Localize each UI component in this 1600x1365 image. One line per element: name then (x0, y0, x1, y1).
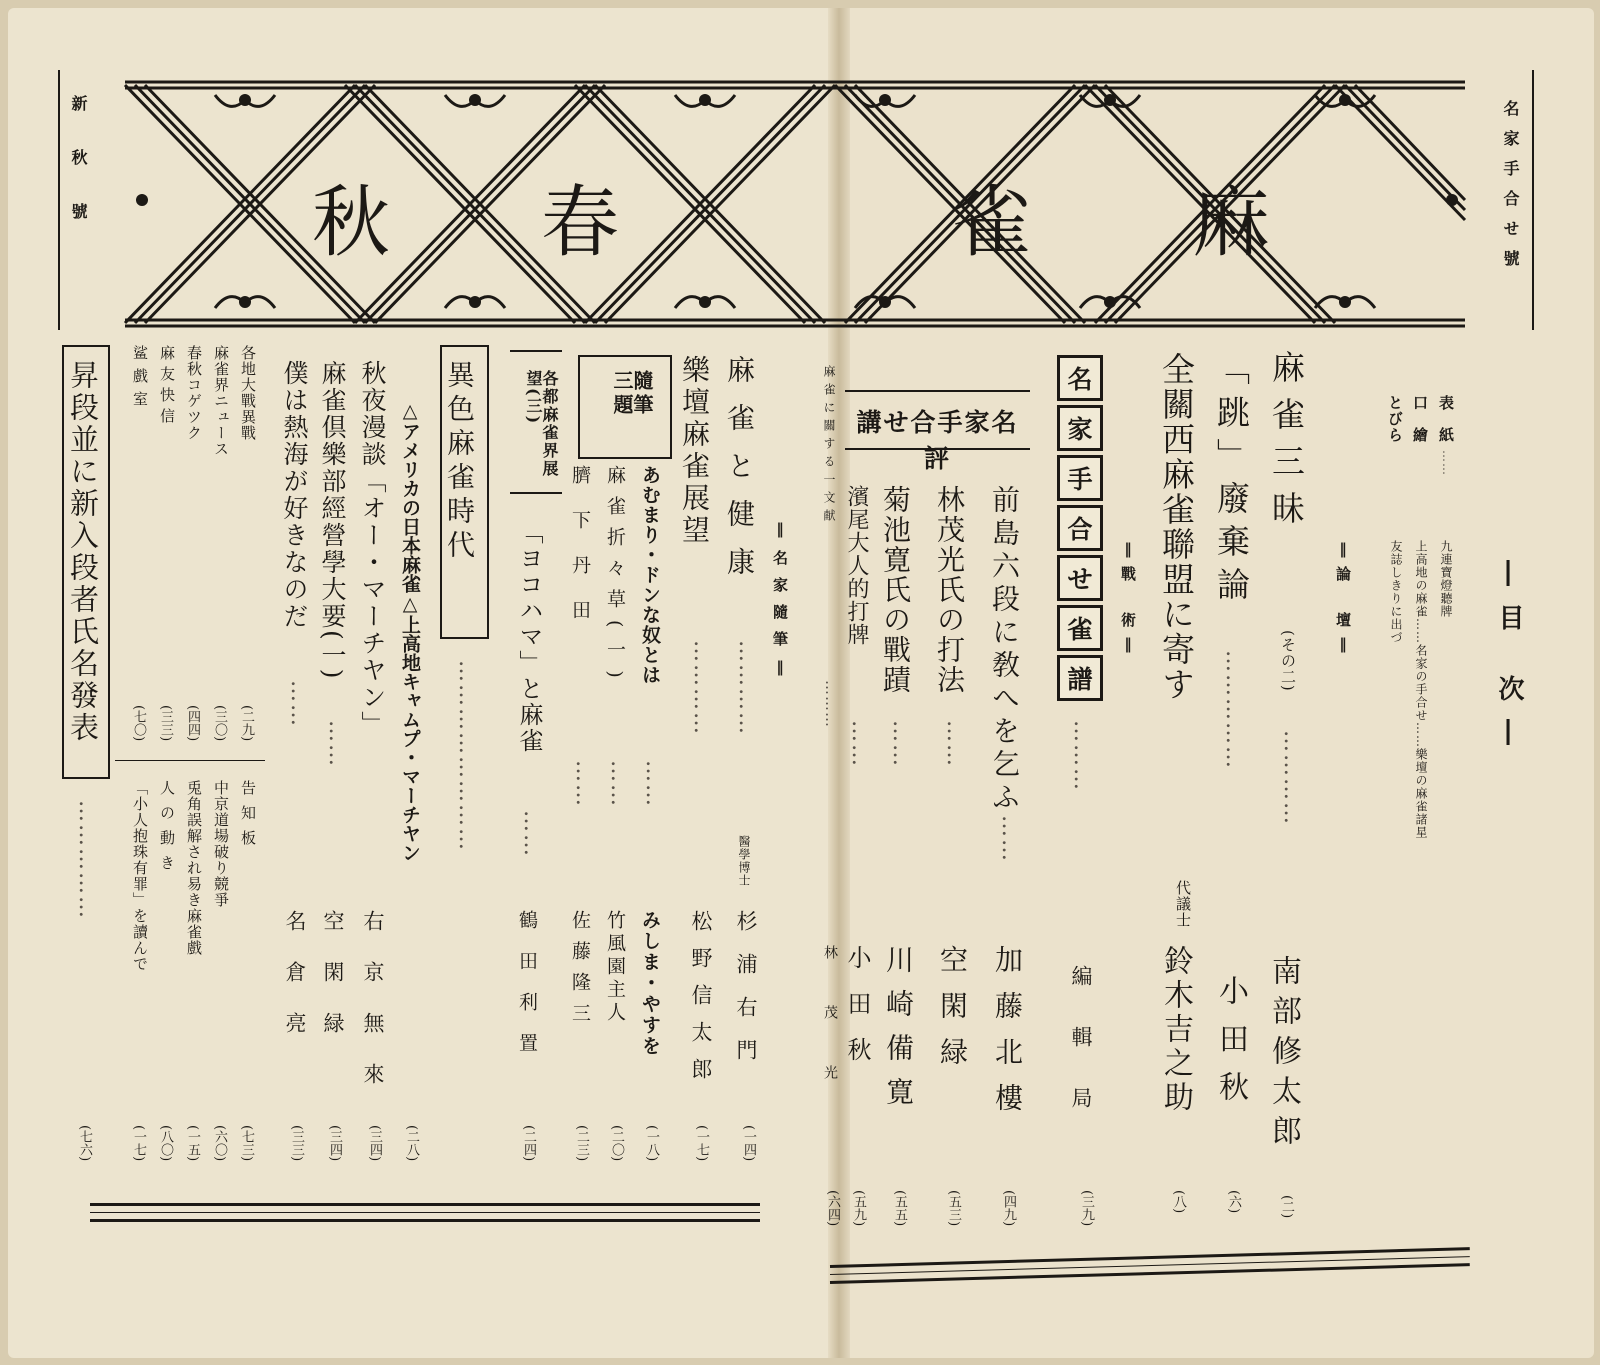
zuihitsu-page-2: (一七) (694, 1125, 709, 1162)
essay-author-3: 佐藤隆三 (569, 910, 591, 1034)
ishoku-title-4: 僕は熱海が好きなのだ (280, 360, 309, 630)
essay-page-3: (二三) (574, 1125, 589, 1162)
bunken-page: (六四) (825, 1190, 840, 1227)
ishoku-box-label: 異色麻雀時代 (443, 360, 476, 564)
misc-upper-page-3: (四四) (185, 705, 200, 742)
tile-5: せ (1057, 555, 1103, 601)
zuihitsu-author-1: 杉浦右門 (734, 910, 758, 1082)
bunken-author: 林茂光 (822, 945, 838, 1125)
ishoku-author-4: 名倉亮 (283, 910, 307, 1063)
bottom-rule-left-2 (90, 1212, 760, 1213)
title-char-ma: 麻 (1192, 178, 1271, 268)
hyo-page-3: (五五) (892, 1190, 907, 1227)
hyo-dots-1: …… (997, 815, 1022, 863)
hyo-author-4: 小田秋 (843, 945, 871, 1083)
hyo-dots-2: …… (942, 720, 967, 768)
ronden-dots-2: …………… (1221, 650, 1246, 770)
essay-dots-1: …… (641, 760, 666, 808)
misc-lower-page-3: (一五) (185, 1125, 200, 1162)
front-dots-1: …… (1440, 450, 1454, 476)
right-band-rule (1532, 70, 1534, 330)
hyo-title-3: 菊池寛氏の戰蹟 (879, 485, 912, 695)
ronden-prefix-3: 代議士 (1174, 880, 1192, 928)
tile-2: 家 (1057, 405, 1103, 451)
ishoku-page-3: (三四) (327, 1125, 342, 1162)
misc-lower-2: 中京道場破り競爭 (212, 780, 230, 908)
zuihitsu-title-2: 樂壇麻雀展望 (678, 355, 711, 547)
hyo-title-4: 濱尾大人的打牌 (844, 485, 869, 646)
ronden-dots-1: ………… (1279, 730, 1304, 826)
senjutsu-title-text (1100, 380, 1101, 387)
misc-upper-2: 麻雀界ニュース (212, 345, 230, 457)
zuihitsu-box-label: 隨筆三題 (610, 370, 654, 418)
hyo-dots-4: …… (847, 720, 872, 768)
misc-upper-page-2: (三〇) (212, 705, 227, 742)
ronden-sub-1: (その二) (1279, 630, 1297, 692)
front-title-tobira: 友誌しきりに出づ (1389, 540, 1403, 644)
essay-title-1: あむまり・ドンな奴とは (639, 465, 661, 685)
hyo-title-1: 前島六段に敎へを乞ふ (988, 485, 1021, 815)
ishoku-dots: …………………… (454, 660, 479, 852)
bottom-rule-left-1 (90, 1203, 760, 1206)
zuihitsu-title-1: 麻雀と健康 (723, 355, 756, 595)
section-meika-zuihitsu: ‖名家隨筆‖ (771, 520, 789, 688)
essay-title-3: 臍下丹田 (569, 465, 591, 645)
front-label-frontispiece: 口 繪 (1411, 395, 1429, 443)
hyo-author-2: 空閑緑 (936, 945, 969, 1083)
essay-page-1: (一八) (644, 1125, 659, 1162)
misc-upper-page-4: (三三) (158, 705, 173, 742)
ishoku-author-3: 空閑緑 (321, 910, 345, 1063)
front-label-tobira: とびら (1386, 395, 1404, 443)
misc-upper-3: 春秋コゲツク (185, 345, 203, 441)
ronden-page-3: (八) (1171, 1190, 1186, 1214)
essay-dots-3: …… (571, 760, 596, 808)
hyo-page-1: (四九) (1001, 1190, 1016, 1227)
ronden-title-3: 全關西麻雀聯盟に寄す (1157, 352, 1196, 702)
title-char-jaku: 雀 (953, 178, 1032, 268)
misc-divider (115, 760, 265, 761)
left-band-rule (58, 70, 60, 330)
kakuto-heading: 各都麻雀界展望(三) (524, 370, 559, 478)
misc-lower-4: 人の動き (158, 780, 176, 880)
misc-lower-page-4: (八〇) (158, 1125, 173, 1162)
senjutsu-dots: ……… (1069, 720, 1094, 792)
misc-lower-1: 告知板 (239, 780, 257, 855)
misc-lower-3: 兎角誤解され易き麻雀戲 (185, 780, 203, 956)
header-lattice (0, 0, 1600, 340)
kakuto-author: 鶴田利置 (516, 910, 538, 1074)
title-char-haru: 春 (541, 178, 620, 268)
ishoku-title-2: 秋夜漫談「オー・マーチヤン」 (358, 360, 387, 738)
bottom-rule-left-3 (90, 1219, 760, 1222)
ronden-author-3: 鈴木吉之助 (1158, 945, 1193, 1115)
essay-author-1: みしま・やすを (639, 910, 661, 1057)
hyo-author-1: 加藤北樓 (991, 945, 1024, 1129)
misc-upper-1: 各地大戰異戰 (239, 345, 257, 441)
senjutsu-author: 編輯局 (1069, 965, 1093, 1148)
ishoku-page-1: (二八) (404, 1125, 419, 1162)
title-char-aki: 秋 (312, 178, 391, 268)
essay-dots-2: …… (606, 760, 631, 808)
section-ronden: ‖論 壇‖ (1334, 540, 1352, 661)
ishoku-page-4: (三三) (289, 1125, 304, 1162)
hyo-heading: 名家手合せ講評 (856, 408, 1019, 473)
ronden-author-2: 小田秋 (1213, 975, 1248, 1119)
zuihitsu-dots-2: ………… (689, 640, 714, 736)
tile-7: 譜 (1057, 655, 1103, 701)
zuihitsu-dots-1: ………… (734, 640, 759, 736)
section-senjutsu: ‖戰 術‖ (1119, 540, 1137, 661)
essay-author-2: 竹風園主人 (604, 910, 626, 1025)
ishoku-dots-4: …… (286, 680, 311, 728)
contents-label: ―目 次― (1494, 560, 1524, 764)
misc-lower-page-2: (六〇) (212, 1125, 227, 1162)
ronden-page-2: (六) (1226, 1190, 1241, 1214)
announcement-title: 昇段並に新入段者氏名發表 (66, 360, 100, 744)
tile-1: 名 (1057, 355, 1103, 401)
misc-upper-page-5: (七〇) (131, 705, 146, 742)
front-title-frontispiece: 上高地の麻雀……名家の手合せ……樂壇の麻雀諸星 (1414, 540, 1428, 839)
hyo-title-2: 林茂光氏の打法 (933, 485, 966, 695)
misc-upper-5: 鲨戲室 (131, 345, 149, 414)
tile-3: 手 (1057, 455, 1103, 501)
kakuto-dots: …… (519, 810, 544, 858)
senjutsu-page: (三九) (1079, 1190, 1094, 1227)
zuihitsu-page-1: (一四) (741, 1125, 756, 1162)
misc-lower-page-1: (七三) (239, 1125, 254, 1162)
misc-lower-5: 「小人抱珠有罪」を讀んで (131, 780, 149, 972)
bunken-dots: ……… (822, 680, 840, 728)
hyo-page-4: (五九) (851, 1190, 866, 1227)
ronden-page-1: (二) (1279, 1195, 1294, 1219)
front-label-cover: 表 紙 (1437, 395, 1455, 443)
kakuto-title: 「ヨコハマ」と麻雀 (515, 520, 543, 754)
right-band-label: 名家手合せ號 (1501, 100, 1520, 280)
misc-upper-page-1: (二九) (239, 705, 254, 742)
ishoku-title-3: 麻雀倶樂部經營學大要(一) (318, 360, 347, 681)
announcement-dots: …………… (74, 800, 99, 920)
kakuto-page: (二四) (521, 1125, 536, 1162)
ishoku-title-1: △アメリカの日本麻雀△上高地キャムプ・マーチヤン (399, 400, 421, 862)
front-title-cover: 九連寶燈聽牌 (1439, 540, 1453, 618)
ishoku-author-2: 右京無來 (361, 910, 385, 1114)
misc-upper-4: 麻友快信 (158, 345, 176, 429)
tile-4: 合 (1057, 505, 1103, 551)
essay-title-2: 麻雀折々草(一) (604, 465, 626, 690)
hyo-rule-top (845, 390, 1030, 392)
hyo-author-3: 川崎備寛 (882, 945, 915, 1121)
hyo-page-2: (五三) (946, 1190, 961, 1227)
bunken-title: 麻雀に關する一文献 (822, 365, 836, 527)
hyo-dots-3: …… (888, 720, 913, 768)
ishoku-dots-3: …… (324, 720, 349, 768)
ronden-title-2: 「跳」廢棄論 (1212, 352, 1251, 610)
left-band-label: 新秋號 (69, 95, 88, 257)
zuihitsu-prefix-1: 醫學博士 (737, 835, 751, 887)
ronden-title-1: 麻雀三昧 (1267, 350, 1306, 538)
zuihitsu-author-2: 松野信太郎 (689, 910, 713, 1095)
tile-6: 雀 (1057, 605, 1103, 651)
ishoku-page-2: (三四) (367, 1125, 382, 1162)
announcement-page: (七六) (77, 1125, 92, 1162)
misc-lower-page-5: (一七) (131, 1125, 146, 1162)
ronden-author-1: 南部修太郎 (1266, 955, 1301, 1155)
essay-page-2: (二〇) (609, 1125, 624, 1162)
